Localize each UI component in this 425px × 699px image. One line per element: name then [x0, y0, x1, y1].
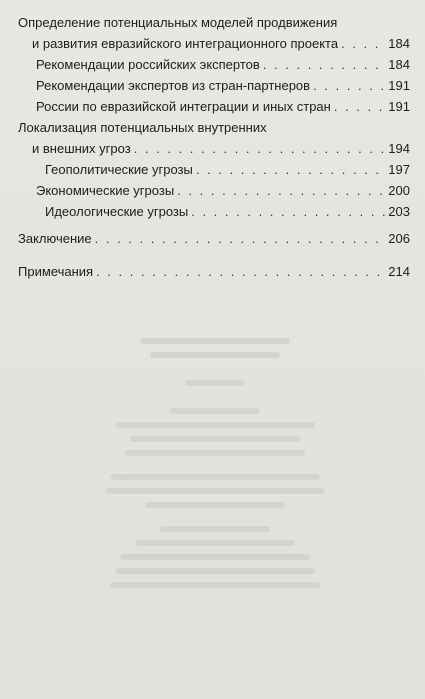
toc-page-number: 184	[388, 36, 410, 51]
dot-leader	[341, 33, 385, 54]
dot-leader	[263, 54, 385, 75]
toc-entry-notes	[18, 261, 410, 282]
toc-page-number: 206	[388, 231, 410, 246]
toc-entry-economic	[18, 180, 410, 201]
table-of-contents	[18, 12, 410, 282]
dot-leader	[191, 201, 385, 222]
dot-leader	[313, 75, 385, 96]
toc-entry-title: Примечания	[18, 264, 94, 279]
toc-entry-title: Геополитические угрозы	[45, 162, 193, 177]
dot-leader	[96, 261, 385, 282]
toc-page-number: 194	[388, 141, 410, 156]
toc-entry-title: Определение потенциальных моделей продвижения	[18, 15, 338, 30]
toc-entry-russia-integration	[18, 96, 410, 117]
toc-entry-title: Локализация потенциальных внутренних	[18, 120, 267, 135]
toc-entry-title: и внешних угроз	[32, 141, 131, 156]
toc-entry-title: Идеологические угрозы	[45, 204, 189, 219]
toc-page-number: 197	[388, 162, 410, 177]
toc-entry-ideological	[18, 201, 410, 222]
toc-entry-title: России по евразийской интеграции и иных стран	[36, 99, 331, 114]
toc-entry-title: и развития евразийского интеграционного проекта	[32, 36, 339, 51]
dot-leader	[196, 159, 385, 180]
toc-entry-geopolitical	[18, 159, 410, 180]
dot-leader	[95, 228, 386, 249]
toc-entry-title: Заключение	[18, 231, 92, 246]
dot-leader	[177, 180, 385, 201]
toc-entry-partner-experts	[18, 75, 410, 96]
toc-page-number: 191	[388, 99, 410, 114]
dot-leader	[334, 96, 385, 117]
toc-entry-russian-experts	[18, 54, 410, 75]
toc-entry-threats-line1	[18, 117, 410, 138]
toc-page-number: 200	[388, 183, 410, 198]
toc-entry-models-line1	[18, 12, 410, 33]
toc-entry-threats	[18, 138, 410, 159]
toc-page-number: 203	[388, 204, 410, 219]
toc-entry-title: Экономические угрозы	[36, 183, 175, 198]
toc-page-number: 184	[388, 57, 410, 72]
dot-leader	[134, 138, 386, 159]
toc-entry-models	[18, 33, 410, 54]
toc-page-number: 191	[388, 78, 410, 93]
toc-entry-conclusion	[18, 228, 410, 249]
toc-entry-title: Рекомендации российских экспертов	[36, 57, 260, 72]
toc-page-number: 214	[388, 264, 410, 279]
show-through-imprint	[95, 330, 335, 596]
toc-entry-title: Рекомендации экспертов из стран-партнеров	[36, 78, 311, 93]
